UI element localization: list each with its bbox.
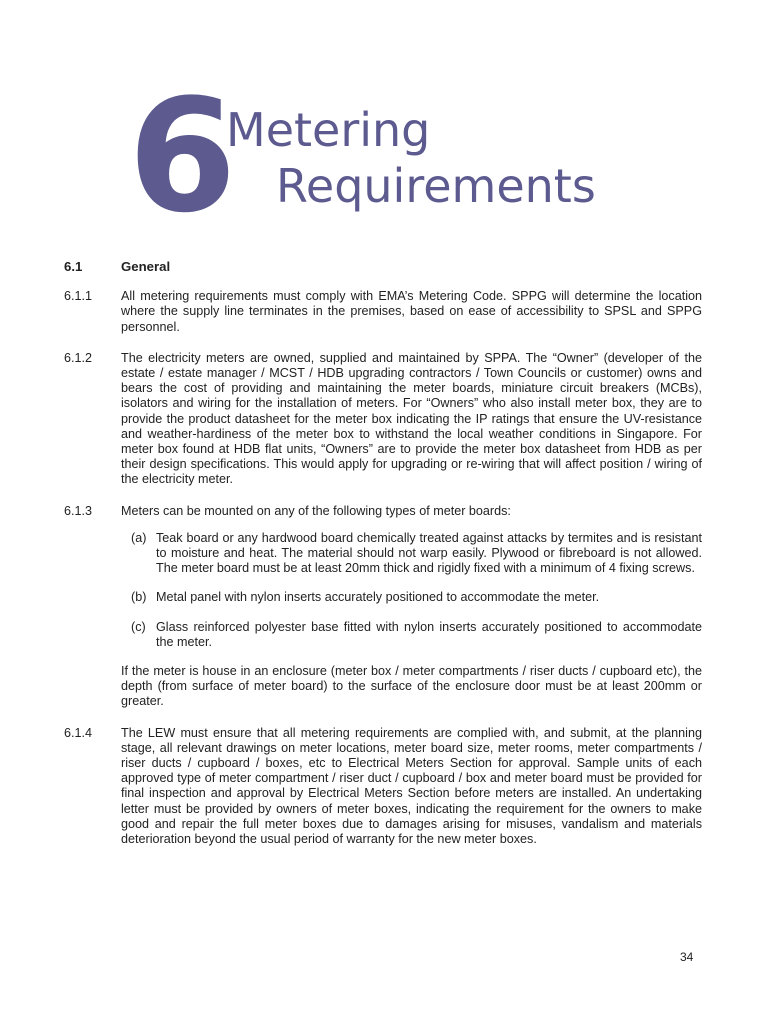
list-item-b bbox=[131, 590, 702, 605]
list-item-text: Glass reinforced polyester base fitted with nylon inserts accurately positioned to accommodate the meter. bbox=[156, 619, 702, 649]
clause-number: 6.1.3 bbox=[64, 503, 93, 518]
chapter-title-line1: Metering bbox=[226, 103, 431, 157]
clause-text: The LEW must ensure that all metering requirements are complied with, and submit, at the planning stage, all relevant drawings on meter locations, meter board size, meter rooms, meter compartments / riser ducts / cupboard / boxes, etc to Electrical Meters Section for approval. Sample units of each approved type of meter compartment / riser duct / cupboard / box and meter board must be provided for final inspection and approval by Electrical Meters Section before meters are installed. An undertaking letter must be provided by owners of meter boxes, indicating the requirement for the owners to make good and repair the full meter boxes due to damages arising for misuses, vandalism and materials deterioration beyond the usual period of warranty for the new meter boxes. bbox=[121, 725, 702, 847]
clause-number: 6.1.1 bbox=[64, 289, 93, 304]
clause-number: 6.1.4 bbox=[64, 725, 93, 740]
clause-number: 6.1.2 bbox=[64, 350, 93, 365]
page-number: 34 bbox=[680, 950, 694, 964]
list-item-label: (a) bbox=[131, 530, 147, 545]
clause-body bbox=[121, 504, 702, 710]
list-item-a bbox=[131, 531, 702, 577]
chapter-number: 6 bbox=[128, 65, 233, 247]
chapter-title-line2: Requirements bbox=[276, 159, 596, 213]
list-item-text: Metal panel with nylon inserts accurately positioned to accommodate the meter. bbox=[156, 590, 600, 605]
list-item-label: (b) bbox=[131, 590, 147, 605]
list-item-text: Teak board or any hardwood board chemically treated against attacks by termites and is resistant to moisture and heat. The material should not warp easily. Plywood or fibreboard is not allowed. The meter board must be at least 20mm thick and rigidly fixed with a minimum of 4 fixing screws. bbox=[156, 530, 702, 576]
clause-6-1-2 bbox=[64, 351, 702, 488]
section-heading-6-1 bbox=[64, 259, 702, 274]
enclosure-paragraph: If the meter is house in an enclosure (meter box / meter compartments / riser ducts / cupboard etc), the depth (from surface of meter board) to the surface of the enclosure door must be at least 200mm or greater. bbox=[121, 664, 702, 709]
document-body bbox=[64, 259, 702, 863]
clause-6-1-3 bbox=[64, 504, 702, 710]
list-item-c bbox=[131, 620, 702, 650]
list-item-label: (c) bbox=[131, 619, 146, 634]
clause-6-1-4 bbox=[64, 726, 702, 848]
section-title: General bbox=[121, 259, 171, 274]
section-number: 6.1 bbox=[64, 259, 83, 274]
clause-text: All metering requirements must comply with EMA’s Metering Code. SPPG will determine the location where the supply line terminates in the premises, based on ease of accessibility to SPSL and SPPG personnel. bbox=[121, 289, 702, 334]
clause-6-1-1 bbox=[64, 289, 702, 335]
clause-text: The electricity meters are owned, supplied and maintained by SPPA. The “Owner” (developer of the estate / estate manager / MCST / HDB upgrading contractors / Town Councils or customer) owns and bears the cost of providing and maintaining the meter boards, miniature circuit breakers (MCBs), isolators and wiring for the installation of meters. For “Owners” who also install meter box, they are to provide the product datasheet for the meter box indicating the IP ratings that ensure the UV-resistance and weather-hardiness of the meter box to withstand the local weather conditions in Singapore. For meter box found at HDB flat units, “Owners” are to provide the meter box datasheet from HDB as per their design specifications. This would apply for upgrading or re-wiring that will affect position / wiring of the electricity meter. bbox=[121, 350, 702, 487]
clause-text: Meters can be mounted on any of the following types of meter boards: bbox=[121, 503, 511, 518]
chapter-header bbox=[0, 0, 768, 250]
